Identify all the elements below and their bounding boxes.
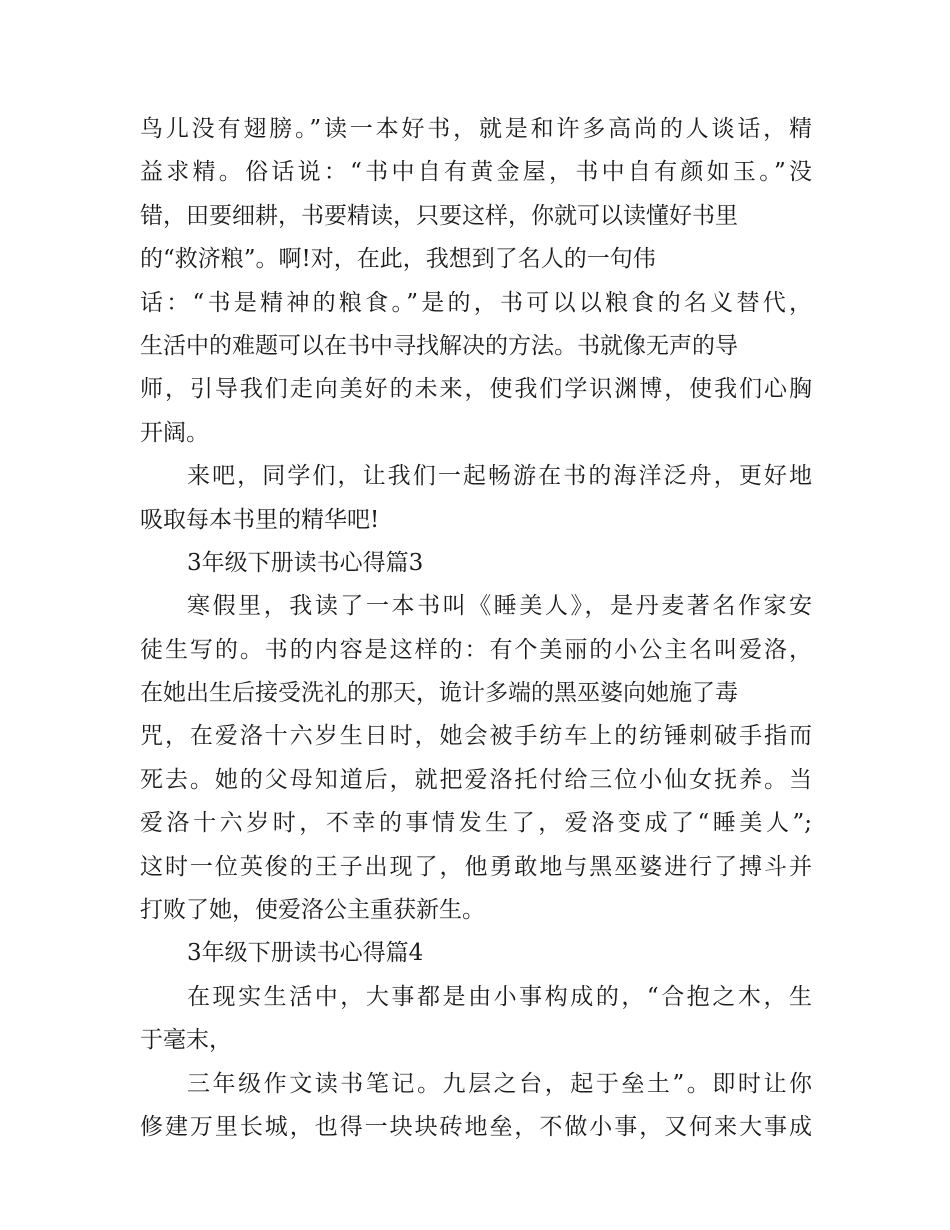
section-heading: 3年级下册读书心得篇3 (187, 549, 424, 576)
text-line: 打败了她，使爱洛公主重获新生。 (140, 897, 485, 924)
text-line: 鸟儿没有翅膀。”读一本好书，就是和许多高尚的人谈话，精 (140, 116, 812, 142)
text-line: 吸取每本书里的精华吧! (140, 506, 380, 533)
paragraph-start-line: 来吧，同学们，让我们一起畅游在书的海洋泛舟，更好地 (187, 463, 812, 490)
text-line: 死去。她的父母知道后，就把爱洛托付给三位小仙女抚养。当 (140, 766, 812, 793)
text-line: 于毫末， (140, 1027, 232, 1054)
text-line: 话：“书是精神的粮食。”是的，书可以以粮食的名义替代， (140, 289, 812, 316)
text-line: 爱洛十六岁时，不幸的事情发生了，爱洛变成了“睡美人”; (140, 810, 812, 837)
text-line: 徒生写的。书的内容是这样的：有个美丽的小公主名叫爱洛， (140, 636, 812, 663)
text-line: 生活中的难题可以在书中寻找解决的方法。书就像无声的导 (140, 332, 738, 359)
text-line: 师，引导我们走向美好的未来，使我们学识渊博，使我们心胸 (140, 376, 812, 403)
paragraph-start-line: 寒假里，我读了一本书叫《睡美人》，是丹麦著名作家安 (187, 593, 812, 620)
section-heading: 3年级下册读书心得篇4 (187, 940, 424, 967)
text-line: 开阔。 (140, 419, 209, 446)
paragraph-start-line: 三年级作文读书笔记。九层之台，起于垒土”。即时让你 (187, 1070, 812, 1097)
text-line: 咒，在爱洛十六岁生日时，她会被手纺车上的纺锤刺破手指而 (140, 723, 812, 750)
paragraph-start-line: 在现实生活中，大事都是由小事构成的，“合抱之木，生 (187, 983, 812, 1010)
text-line: 益求精。俗话说：“书中自有黄金屋，书中自有颜如玉。”没 (140, 159, 812, 186)
text-line: 错，田要细耕，书要精读，只要这样，你就可以读懂好书里 (140, 202, 738, 229)
text-line: 这时一位英俊的王子出现了，他勇敢地与黑巫婆进行了搏斗并 (140, 853, 812, 880)
text-line: 的“救济粮”。啊!对，在此，我想到了名人的一句伟 (140, 246, 656, 273)
document-body (140, 108, 812, 1149)
text-line: 在她出生后接受洗礼的那天，诡计多端的黑巫婆向她施了毒 (140, 680, 738, 707)
text-line: 修建万里长城，也得一块块砖地垒，不做小事，又何来大事成 (140, 1113, 812, 1140)
